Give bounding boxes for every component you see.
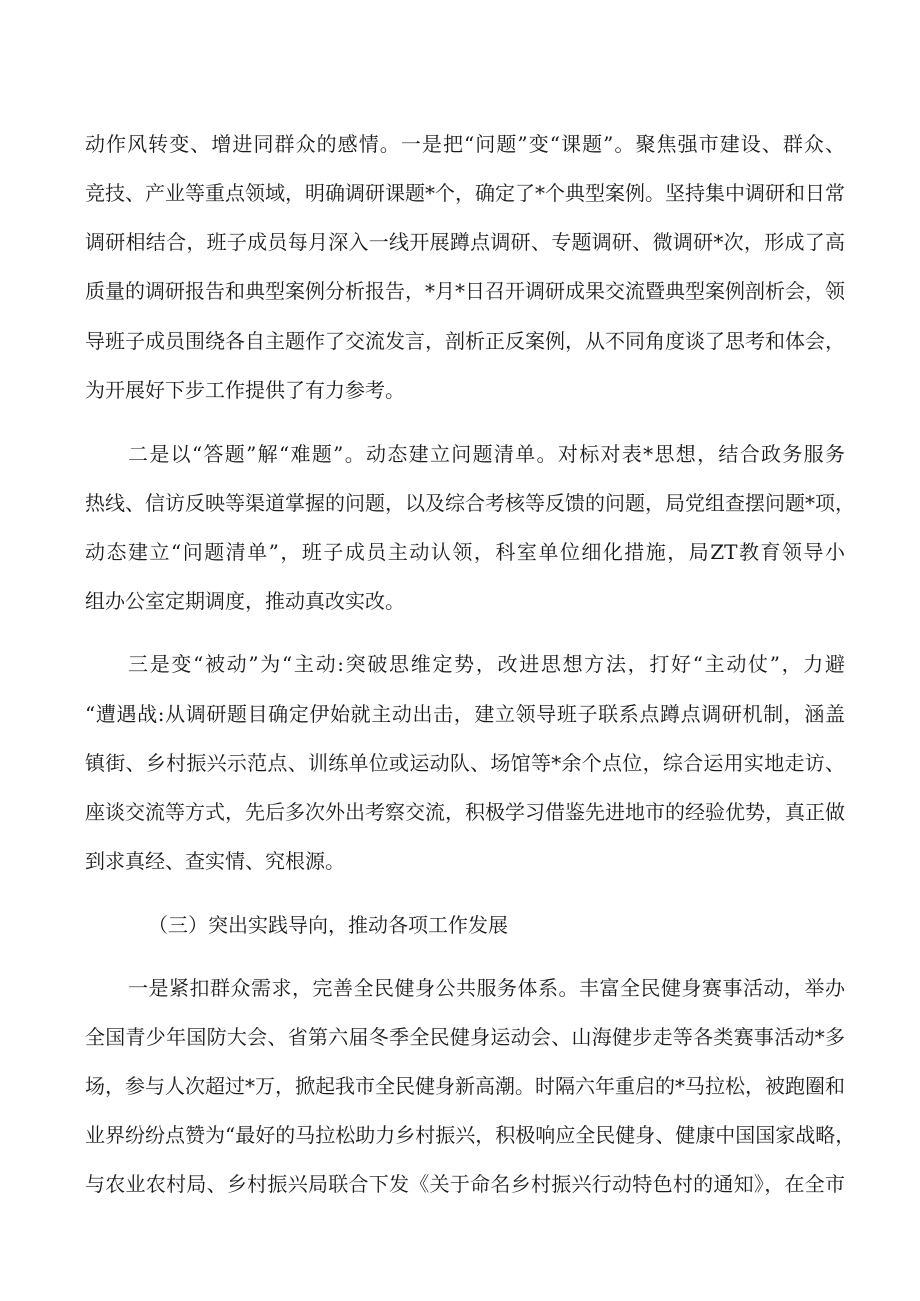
paragraph-1-line-1: 动作风转变、增进同群众的感情。一是把“问题”变“课题”。聚焦强市建设、群众、 [85, 132, 845, 156]
paragraph-1-line-3: 调研相结合，班子成员每月深入一线开展蹲点调研、专题调研、微调研*次，形成了高 [85, 230, 845, 254]
paragraph-1-line-6: 为开展好下步工作提供了有力参考。 [85, 378, 405, 402]
paragraph-4-line-2: 全国青少年国防大会、省第六届冬季全民健身运动会、山海健步走等各类赛事活动*多 [85, 1025, 845, 1049]
paragraph-3-line-1: 三是变“被动”为“主动:突破思维定势，改进思想方法，打好“主动仗”，力避 [128, 652, 845, 676]
paragraph-3-line-4: 座谈交流等方式，先后多次外出考察交流，积极学习借鉴先进地市的经验优势，真正做 [85, 800, 845, 824]
paragraph-2-line-1: 二是以“答题”解“难题”。动态建立问题清单。对标对表*思想，结合政务服务 [128, 442, 845, 466]
paragraph-1-line-5: 导班子成员围绕各自主题作了交流发言，剖析正反案例，从不同角度谈了思考和体会， [85, 329, 845, 353]
paragraph-4-line-5: 与农业农村局、乡村振兴局联合下发《关于命名乡村振兴行动特色村的通知》，在全市 [85, 1172, 845, 1196]
section-heading: （三）突出实践导向，推动各项工作发展 [148, 913, 508, 937]
paragraph-3-line-5: 到求真经、查实情、究根源。 [85, 849, 345, 873]
paragraph-1-line-2: 竞技、产业等重点领域，明确调研课题*个，确定了*个典型案例。坚持集中调研和日常 [85, 181, 845, 205]
paragraph-2-line-3: 动态建立“问题清单”，班子成员主动认领，科室单位细化措施，局ZT教育领导小 [85, 540, 845, 564]
paragraph-3-line-2: “遭遇战:从调研题目确定伊始就主动出击，建立领导班子联系点蹲点调研机制，涵盖 [85, 702, 845, 726]
paragraph-4-line-4: 业界纷纷点赞为“最好的马拉松助力乡村振兴，积极响应全民健身、健康中国国家战略， [85, 1123, 856, 1147]
paragraph-4-line-3: 场，参与人次超过*万，掀起我市全民健身新高潮。时隔六年重启的*马拉松，被跑圈和 [85, 1074, 845, 1098]
paragraph-4-line-1: 一是紧扣群众需求，完善全民健身公共服务体系。丰富全民健身赛事活动，举办 [128, 976, 845, 1000]
paragraph-2-line-4: 组办公室定期调度，推动真改实改。 [85, 589, 405, 613]
paragraph-1-line-4: 质量的调研报告和典型案例分析报告，*月*日召开调研成果交流暨典型案例剖析会，领 [85, 279, 845, 303]
paragraph-3-line-3: 镇街、乡村振兴示范点、训练单位或运动队、场馆等*余个点位，综合运用实地走访、 [85, 751, 845, 775]
paragraph-2-line-2: 热线、信访反映等渠道掌握的问题，以及综合考核等反馈的问题，局党组查摆问题*项， [85, 491, 855, 515]
